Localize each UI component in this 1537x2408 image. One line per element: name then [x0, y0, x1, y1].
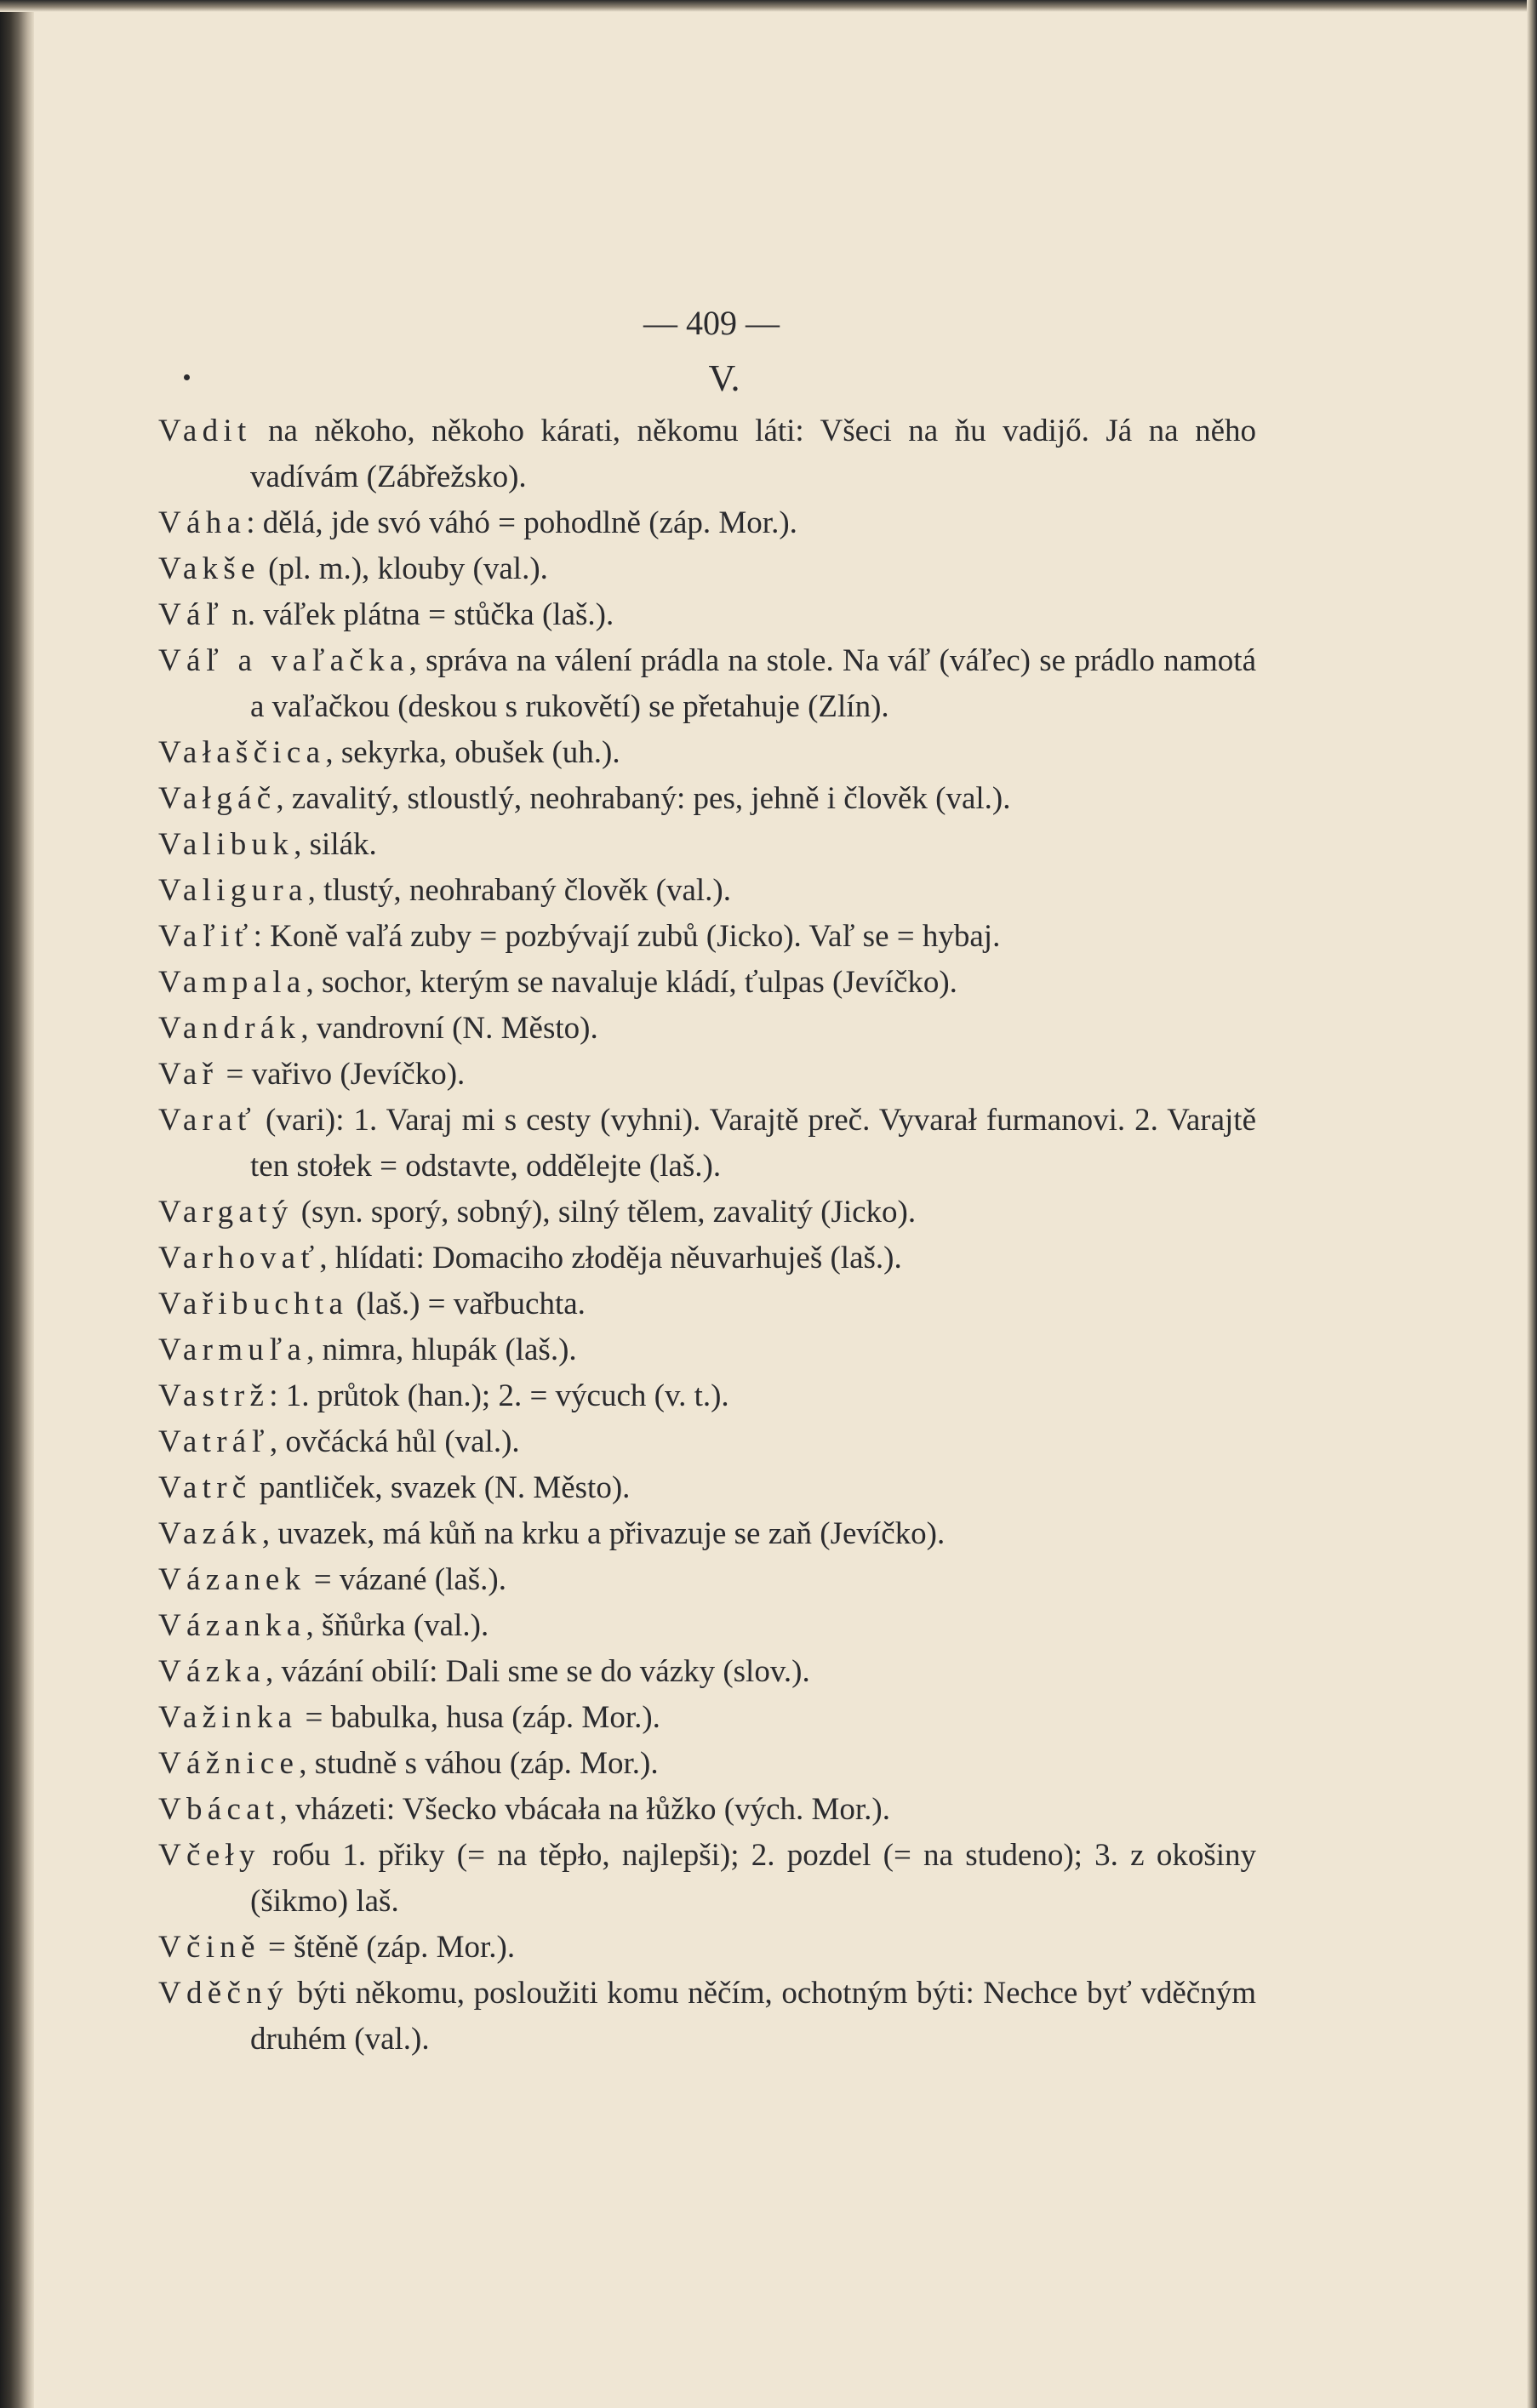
entry-definition: = babulka, husa (záp. Mor.).	[297, 1700, 660, 1735]
entry-headword: Vatráľ	[158, 1424, 270, 1459]
entry-definition: , vházeti: Všecko vbácała na łůžko (vých. Mor.).	[279, 1792, 891, 1827]
dictionary-entry	[158, 1006, 1256, 1052]
dictionary-entry	[158, 592, 1256, 638]
entry-definition: roбu 1. přiky (= na těpło, najlepši); 2. pozdel (= na studeno); 3. z okošiny (šikmo) laš.	[250, 1838, 1256, 1919]
dictionary-entry	[158, 1695, 1256, 1741]
page-number: — 409 —	[643, 304, 780, 342]
entry-definition: : Koně vaľá zuby = pozbývají zubů (Jicko). Vaľ se = hybaj.	[253, 919, 1001, 954]
dictionary-entry	[158, 1419, 1256, 1465]
dictionary-entry	[158, 1787, 1256, 1833]
dictionary-entry	[158, 1833, 1256, 1925]
entry-definition: , uvazek, má kůň na krku a přivazuje se zaň (Jevíčko).	[261, 1516, 946, 1551]
dictionary-entry	[158, 1465, 1256, 1511]
entry-definition: pantliček, svazek (N. Město).	[251, 1470, 631, 1505]
entry-definition: , ovčácká hůl (val.).	[269, 1424, 520, 1459]
text-block	[158, 298, 1256, 2063]
dictionary-entry	[158, 1098, 1256, 1190]
entry-headword: Vastrž	[158, 1378, 270, 1413]
dictionary-entry	[158, 546, 1256, 592]
entry-headword: Valibuk	[158, 827, 294, 862]
entry-headword: Vázanek	[158, 1562, 306, 1597]
entry-headword: Vázka	[158, 1654, 266, 1689]
dictionary-entry	[158, 1052, 1256, 1098]
entry-definition: = štěně (záp. Mor.).	[260, 1930, 516, 1965]
dictionary-entry	[158, 868, 1256, 914]
dictionary-entry	[158, 1235, 1256, 1281]
entry-definition: , sochor, kterým se navaluje kládí, ťulpas (Jevíčko).	[306, 965, 957, 1000]
entry-headword: Váha	[158, 505, 247, 540]
entry-headword: Včině	[158, 1930, 260, 1965]
dictionary-entry	[158, 408, 1256, 500]
entry-definition: , sekyrka, obušek (uh.).	[325, 735, 620, 770]
entry-definition: = vázané (laš.).	[306, 1562, 507, 1597]
entry-headword: Varať	[158, 1103, 257, 1138]
section-heading	[192, 349, 1256, 408]
dictionary-entry	[158, 1741, 1256, 1787]
book-spine-shadow	[0, 0, 34, 2408]
entry-headword: Vazák	[158, 1516, 262, 1551]
dictionary-entry	[158, 638, 1256, 730]
entry-headword: Vázanka	[158, 1608, 306, 1643]
dictionary-entry	[158, 1190, 1256, 1235]
entry-headword: Vařibuchta	[158, 1287, 349, 1321]
entry-headword: Vaľiť	[158, 919, 254, 954]
dictionary-entry	[158, 1971, 1256, 2063]
entry-headword: Včeły	[158, 1838, 260, 1873]
entry-headword: Vděčný	[158, 1976, 289, 2011]
dictionary-entry	[158, 776, 1256, 822]
entry-definition: , vázání obilí: Dali sme se do vázky (slov.).	[265, 1654, 810, 1689]
dictionary-entry	[158, 1925, 1256, 1971]
entry-definition: (syn. sporý, sobný), silný tělem, zavalitý (Jicko).	[293, 1195, 917, 1230]
entry-definition: n. váľek plátna = stůčka (laš.).	[224, 597, 614, 632]
dictionary-entry	[158, 1557, 1256, 1603]
dictionary-entry	[158, 960, 1256, 1006]
entry-headword: Varhovať	[158, 1241, 320, 1275]
dictionary-entry	[158, 500, 1256, 546]
dictionary-entry	[158, 1373, 1256, 1419]
entry-headword: Vatrč	[158, 1470, 252, 1505]
entry-definition: , správa na válení prádla na stole. Na váľ (váľec) se prádlo namotá a vaľačkou (deskou s rukovětí) se přetahuje (Zlín).	[250, 643, 1256, 724]
entry-headword: Varmuľa	[158, 1332, 307, 1367]
dictionary-entry	[158, 914, 1256, 960]
dictionary-entry	[158, 1649, 1256, 1695]
entry-definition: (pl. m.), klouby (val.).	[260, 551, 548, 586]
dictionary-entry	[158, 1327, 1256, 1373]
dictionary-entries	[158, 408, 1256, 2063]
entry-headword: Vař	[158, 1057, 219, 1092]
entry-definition: , tlustý, neohrabaný člověk (val.).	[307, 873, 731, 908]
entry-headword: Vadit	[158, 414, 252, 448]
right-edge-shadow	[1527, 0, 1537, 2408]
entry-definition: , hlídati: Domaciho złoděja něuvarhuješ (laš.).	[319, 1241, 902, 1275]
dictionary-entry	[158, 1511, 1256, 1557]
entry-definition: : dělá, jde svó váhó = pohodlně (záp. Mor.).	[246, 505, 797, 540]
dictionary-entry	[158, 1281, 1256, 1327]
section-letter: V.	[708, 357, 740, 399]
entry-headword: Vážnice	[158, 1746, 300, 1781]
entry-definition: , silák.	[294, 827, 377, 862]
entry-headword: Váľ	[158, 597, 225, 632]
dictionary-entry	[158, 822, 1256, 868]
entry-definition: , vandrovní (N. Město).	[300, 1011, 598, 1046]
entry-headword: Važinka	[158, 1700, 298, 1735]
entry-definition: na někoho, někoho kárati, někomu láti: Všeci na ňu vadijő. Já na něho vadívám (Zábřežsko).	[250, 414, 1256, 494]
entry-headword: Valigura	[158, 873, 308, 908]
entry-definition: býti někomu, posloužiti komu něčím, ochotným býti: Nechce byť vděčným druhém (val.).	[250, 1976, 1256, 2057]
entry-headword: Vałgáč	[158, 781, 277, 816]
entry-headword: Vargatý	[158, 1195, 294, 1230]
entry-definition: , šňůrka (val.).	[306, 1608, 489, 1643]
entry-headword: Vakše	[158, 551, 260, 586]
entry-definition: : 1. průtok (han.); 2. = výcuch (v. t.).	[269, 1378, 729, 1413]
entry-definition: , zavalitý, stloustlý, neohrabaný: pes, jehně i člověk (val.).	[276, 781, 1011, 816]
entry-headword: Vandrák	[158, 1011, 301, 1046]
dictionary-entry	[158, 730, 1256, 776]
entry-definition: , nimra, hlupák (laš.).	[306, 1332, 577, 1367]
entry-definition: (vari): 1. Varaj mi s cesty (vyhni). Varajtě preč. Vyvarał furmanovi. 2. Varajtě ten stołek = odstavte, oddělejte (laš.).	[250, 1103, 1256, 1184]
entry-headword: Vałaščica	[158, 735, 326, 770]
entry-headword: Váľ a vaľačka	[158, 643, 409, 678]
entry-headword: Vampala	[158, 965, 306, 1000]
entry-headword: Vbácat	[158, 1792, 280, 1827]
entry-definition: , studně s váhou (záp. Mor.).	[299, 1746, 659, 1781]
top-edge-shadow	[0, 0, 1537, 12]
stray-dot-mark	[184, 374, 190, 380]
entry-definition: = vařivo (Jevíčko).	[218, 1057, 466, 1092]
entry-definition: (laš.) = vařbuchta.	[348, 1287, 586, 1321]
dictionary-entry	[158, 1603, 1256, 1649]
